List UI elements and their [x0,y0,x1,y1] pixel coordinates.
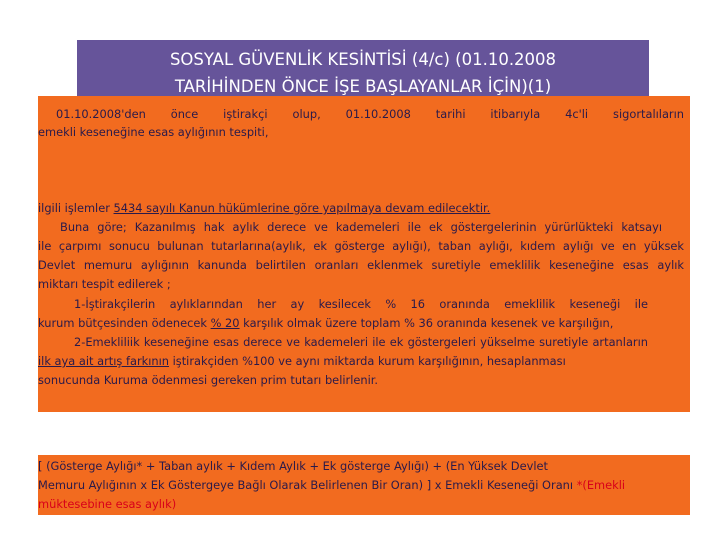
paragraph-1-line-1: 01.10.2008'den önce iştirakçi olup, 01.10.2008 tarihi itibarıyla 4c'li sigortalıların [56,107,684,121]
content-panel [38,96,690,412]
title-banner [77,40,649,96]
law-reference-link: 5434 sayılı Kanun hükümlerine göre yapılmaya devam edilecektir. [113,201,491,215]
first-month-underlined: ilk aya ait artış farkının [38,354,169,368]
rate-underlined: % 20 [210,316,240,330]
title-line-2: TARİHİNDEN ÖNCE İŞE BAŞLAYANLAR İÇİN)(1) [174,77,552,96]
paragraph-1-line-2: emekli keseneğine esas aylığının tespiti, [38,125,269,139]
item-2-line-2 [38,353,690,369]
footnote-marker: *(Emekli [576,478,626,492]
paragraph-3-line-4: miktarı tespit edilerek ; [38,277,171,291]
item-1-line-1: 1-İştirakçilerin aylıklarından her ay kesilecek % 16 oranında emeklilik keseneği ile [74,297,648,311]
item-2-text-post: iştirakçiden %100 ve aynı miktarda kurum karşılığının, hesaplanması [169,354,566,368]
formula-line-2 [38,477,690,494]
paragraph-3-line-2: ile çarpımı sonucu bulunan tutarlarına(aylık, ek gösterge aylığı), taban aylığı, kıdem aylığı ve en yüksek [38,239,684,253]
paragraph-3-line-1: Buna göre; Kazanılmış hak aylık derece ve kademeleri ile ek göstergelerinin yürürlükteki katsayı [60,220,662,234]
item-1-text: kurum bütçesinden ödenecek [38,316,211,330]
paragraph-2 [38,200,690,216]
item-2-line-3: sonucunda Kuruma ödenmesi gereken prim tutarı belirlenir. [38,373,379,387]
formula-line-3: müktesebine esas aylık) [38,497,177,511]
item-1-text-post: karşılık olmak üzere toplam % 36 oranında kesenek ve karşılığın, [239,316,614,330]
formula-line-1: [ (Gösterge Aylığı* + Taban aylık + Kıdem Aylık + Ek gösterge Aylığı) + (En Yüksek Devlet [38,459,548,473]
item-1-line-2 [38,315,690,331]
formula-panel [38,455,690,515]
formula-text: Memuru Aylığının x Ek Göstergeye Bağlı Olarak Belirlenen Bir Oran) ] x Emekli Keseneği Oranı [38,478,577,492]
item-2-line-1: 2-Emekliliik keseneğine esas derece ve kademeleri ile ek göstergeleri yükselme suretiyle artanların [74,335,648,349]
paragraph-3-line-3: Devlet memuru aylığının kanunda belirtilen oranları eklenmek suretiyle emeklilik keseneğine esas aylık [38,258,684,272]
paragraph-2-text: ilgili işlemler [38,201,114,215]
title-line-1: SOSYAL GÜVENLİK KESİNTİSİ (4/c) (01.10.2008 [169,50,557,69]
